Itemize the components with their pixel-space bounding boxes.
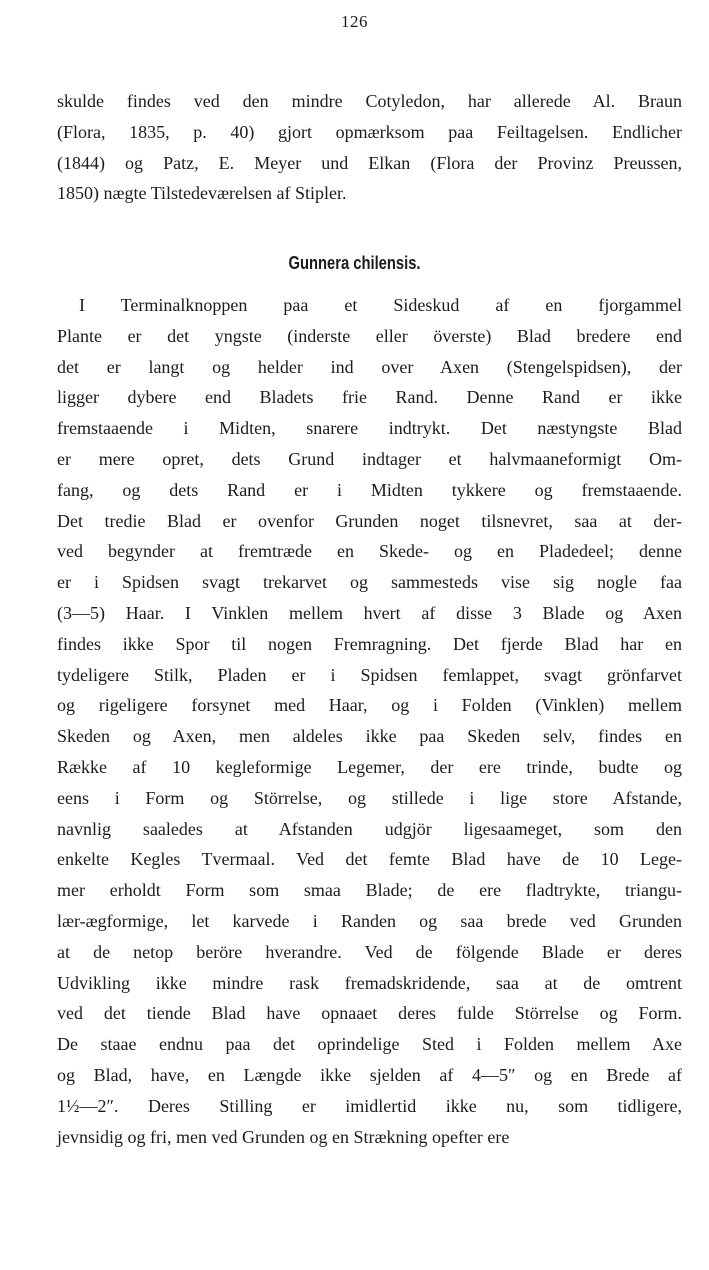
text-line: ved begynder at fremtræde en Skede- og en Pladedeel; denne — [57, 541, 682, 562]
text-line: Det tredie Blad er ovenfor Grunden noget tilsnevret, saa at der- — [57, 510, 682, 531]
text-line: 1½—2″. Deres Stilling er imidlertid ikke nu, som tidligere, — [57, 1095, 682, 1116]
text-line: tydeligere Stilk, Pladen er i Spidsen femlappet, svagt grönfarvet — [57, 664, 682, 685]
text-line: (1844) og Patz, E. Meyer und Elkan (Flora der Provinz Preussen, — [57, 152, 682, 173]
text-line: Udvikling ikke mindre rask fremadskridende, saa at de omtrent — [57, 972, 682, 993]
text-line: ved det tiende Blad have opnaaet deres fulde Störrelse og Form. — [57, 1003, 682, 1024]
text-line: enkelte Kegles Tvermaal. Ved det femte Blad have de 10 Lege- — [57, 849, 682, 870]
text-line: Plante er det yngste (inderste eller överste) Blad bredere end — [57, 325, 682, 346]
text-line: 1850) nægte Tilstedeværelsen af Stipler. — [57, 183, 347, 204]
text-line: Skeden og Axen, men aldeles ikke paa Skeden selv, findes en — [57, 726, 682, 747]
section-heading: Gunnera chilensis. — [288, 253, 421, 273]
page-number: 126 — [341, 12, 368, 31]
text-line: det er langt og helder ind over Axen (Stengelspidsen), der — [57, 356, 682, 377]
paragraph-1 — [57, 86, 682, 209]
text-line: og Blad, have, en Længde ikke sjelden af 4—5″ og en Brede af — [57, 1064, 682, 1085]
text-line: navnlig saaledes at Afstanden udgjör ligesaameget, som den — [57, 818, 682, 839]
text-line: I Terminalknoppen paa et Sideskud af en fjorgammel — [79, 295, 682, 315]
text-line: at de netop beröre hverandre. Ved de fölgende Blade er deres — [57, 941, 682, 962]
text-line: og rigeligere forsynet med Haar, og i Folden (Vinklen) mellem — [57, 695, 682, 716]
text-line: jevnsidig og fri, men ved Grunden og en Strækning opefter ere — [57, 1126, 510, 1147]
text-line: fremstaaende i Midten, snarere indtrykt. Det næstyngste Blad — [57, 418, 682, 439]
text-line: mer erholdt Form som smaa Blade; de ere fladtrykte, triangu- — [57, 880, 682, 901]
text-line: (Flora, 1835, p. 40) gjort opmærksom paa Feiltagelsen. Endlicher — [57, 121, 682, 142]
text-line: De staae endnu paa det oprindelige Sted i Folden mellem Axe — [57, 1034, 682, 1055]
text-line: fang, og dets Rand er i Midten tykkere og fremstaaende. — [57, 479, 682, 500]
text-line: skulde findes ved den mindre Cotyledon, har allerede Al. Braun — [57, 91, 682, 111]
text-line: er mere opret, dets Grund indtager et halvmaaneformigt Om- — [57, 448, 682, 469]
text-line: eens i Form og Störrelse, og stillede i lige store Afstande, — [57, 787, 682, 808]
text-line: lær-ægformige, let karvede i Randen og saa brede ved Grunden — [57, 910, 682, 931]
paragraph-2 — [57, 290, 682, 1152]
text-line: Række af 10 kegleformige Legemer, der ere trinde, budte og — [57, 756, 682, 777]
text-line: findes ikke Spor til nogen Fremragning. Det fjerde Blad har en — [57, 633, 682, 654]
text-line: (3—5) Haar. I Vinklen mellem hvert af disse 3 Blade og Axen — [57, 602, 682, 623]
text-line: er i Spidsen svagt trekarvet og sammesteds vise sig nogle faa — [57, 572, 682, 593]
text-line: ligger dybere end Bladets frie Rand. Denne Rand er ikke — [57, 387, 682, 408]
